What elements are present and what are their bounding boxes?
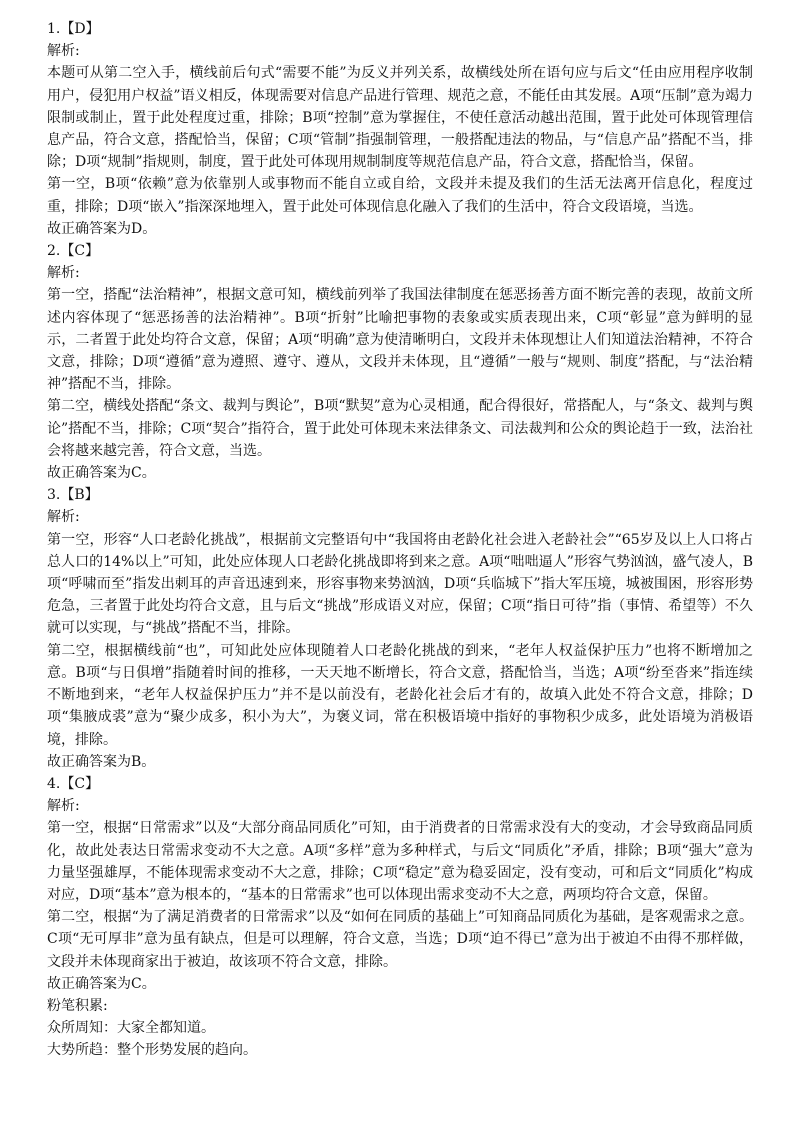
analysis-paragraph: 本题可从第二空入手，横线前后句式“需要不能”为反义并列关系，故横线处所在语句应与后文“任由应用程序收制用户，侵犯用户权益”语义相反，体现需要对信息产品进行管理、规范之意，不能任由其发展。A项“压制”意为竭力限制或制止，置于此处程度过重，排除；B项“控制”意为掌握住，不使任意活动越出范围，置于此处可体现管理信息产品，符合文意，搭配恰当，保留；C项“管制”指强制管理，一般搭配违法的物品，与“信息产品”搭配不当，排除；D项“规制”指规则，制度，置于此处可体现用规制制度等规范信息产品，符合文意，搭配恰当，保留。: [47, 65, 753, 171]
final-answer: 故正确答案为D。: [47, 220, 157, 237]
analysis-paragraph: 第一空，B项“依赖”意为依靠别人或事物而不能自立或自给，文段并未提及我们的生活无法离开信息化，程度过重，排除；D项“嵌入”指深深地埋入，置于此处可体现信息化融入了我们的生活中，符合文段语境，当选。: [47, 176, 753, 215]
answer-number: 1.【D】: [47, 21, 100, 37]
analysis-label: 解析:: [47, 265, 80, 282]
notes-entry: 大势所趋：整个形势发展的趋向。: [47, 1042, 257, 1059]
notes-entry: 众所周知：大家全都知道。: [47, 1020, 215, 1037]
analysis-label: 解析:: [47, 509, 80, 526]
answer-number: 3.【B】: [47, 487, 99, 504]
answer-number: 2.【C】: [47, 243, 100, 260]
final-answer: 故正确答案为C。: [47, 975, 156, 992]
final-answer: 故正确答案为C。: [47, 465, 156, 482]
analysis-label: 解析:: [47, 798, 80, 815]
analysis-paragraph: 第二空，横线处搭配“条文、裁判与舆论”，B项“默契”意为心灵相通，配合得很好，常搭配人，与“条文、裁判与舆论”搭配不当，排除；C项“契合”指符合，置于此处可体现未来法律条文、司法裁判和公众的舆论趋于一致，法治社会将越来越完善，符合文意，当选。: [47, 398, 753, 459]
notes-heading: 粉笔积累:: [47, 997, 108, 1014]
analysis-paragraph: 第一空，根据“日常需求”以及“大部分商品同质化”可知，由于消费者的日常需求没有大的变动，才会导致商品同质化，故此处表达日常需求变动不大之意。A项“多样”意为多种样式，与后文“同质化”矛盾，排除；B项“强大”意为力量坚强雄厚，不能体现需求变动不大之意，排除；C项“稳定”意为稳妥固定，没有变动，可和后文“同质化”构成对应，D项“基本”意为根本的，“基本的日常需求”也可以体现出需求变动不大之意，两项均符合文意，保留。: [47, 820, 753, 903]
analysis-paragraph: 第二空，根据“为了满足消费者的日常需求”以及“如何在同质的基础上”可知商品同质化为基础，是客观需求之意。C项“无可厚非”意为虽有缺点，但是可以理解，符合文意，当选；D项“迫不得已”意为出于被迫不由得不那样做，文段并未体现商家出于被迫，故该项不符合文意，排除。: [47, 909, 753, 970]
answer-number: 4.【C】: [47, 775, 100, 792]
analysis-paragraph: 第一空，搭配“法治精神”，根据文意可知，横线前列举了我国法律制度在惩恶扬善方面不断完善的表现，故前文所述内容体现了“惩恶扬善的法治精神”。B项“折射”比喻把事物的表象或实质表现出来，C项“彰显”意为鲜明的显示，二者置于此处均符合文意，保留；A项“明确”意为使清晰明白，文段并未体现想让人们知道法治精神，不符合文意，排除；D项“遵循”意为遵照、遵守、遵从，文段并未体现，且“遵循”一般与“规则、制度”搭配，与“法治精神”搭配不当，排除。: [47, 287, 753, 393]
analysis-paragraph: 第一空，形容“人口老龄化挑战”，根据前文完整语句中“我国将由老龄化社会进入老龄社会”“65岁及以上人口将占总人口的14%以上”可知，此处应体现人口老龄化挑战即将到来之意。A项“咄咄逼人”形容气势汹汹，盛气凌人，B项“呼啸而至”指发出刺耳的声音迅速到来，形容事物来势汹汹，D项“兵临城下”指大军压境，城被围困，形容形势危急，三者置于此处均符合文意，且与后文“挑战”形成语义对应，保留；C项“指日可待”指（事情、希望等）不久就可以实现，与“挑战”搭配不当，排除。: [47, 531, 753, 637]
analysis-label: 解析:: [47, 43, 80, 60]
final-answer: 故正确答案为B。: [47, 753, 156, 770]
analysis-paragraph: 第二空，根据横线前“也”，可知此处应体现随着人口老龄化挑战的到来，“老年人权益保护压力”也将不断增加之意。B项“与日俱增”指随着时间的推移，一天天地不断增长，符合文意，搭配恰当，当选；A项“纷至沓来”指连续不断地到来，“老年人权益保护压力”并不是以前没有，老龄化社会后才有的，故填入此处不符合文意，排除；D项“集腋成裘”意为“聚少成多，积小为大”，为褒义词，常在积极语境中指好的事物积少成多，此处语境为消极语境，排除。: [47, 642, 753, 748]
